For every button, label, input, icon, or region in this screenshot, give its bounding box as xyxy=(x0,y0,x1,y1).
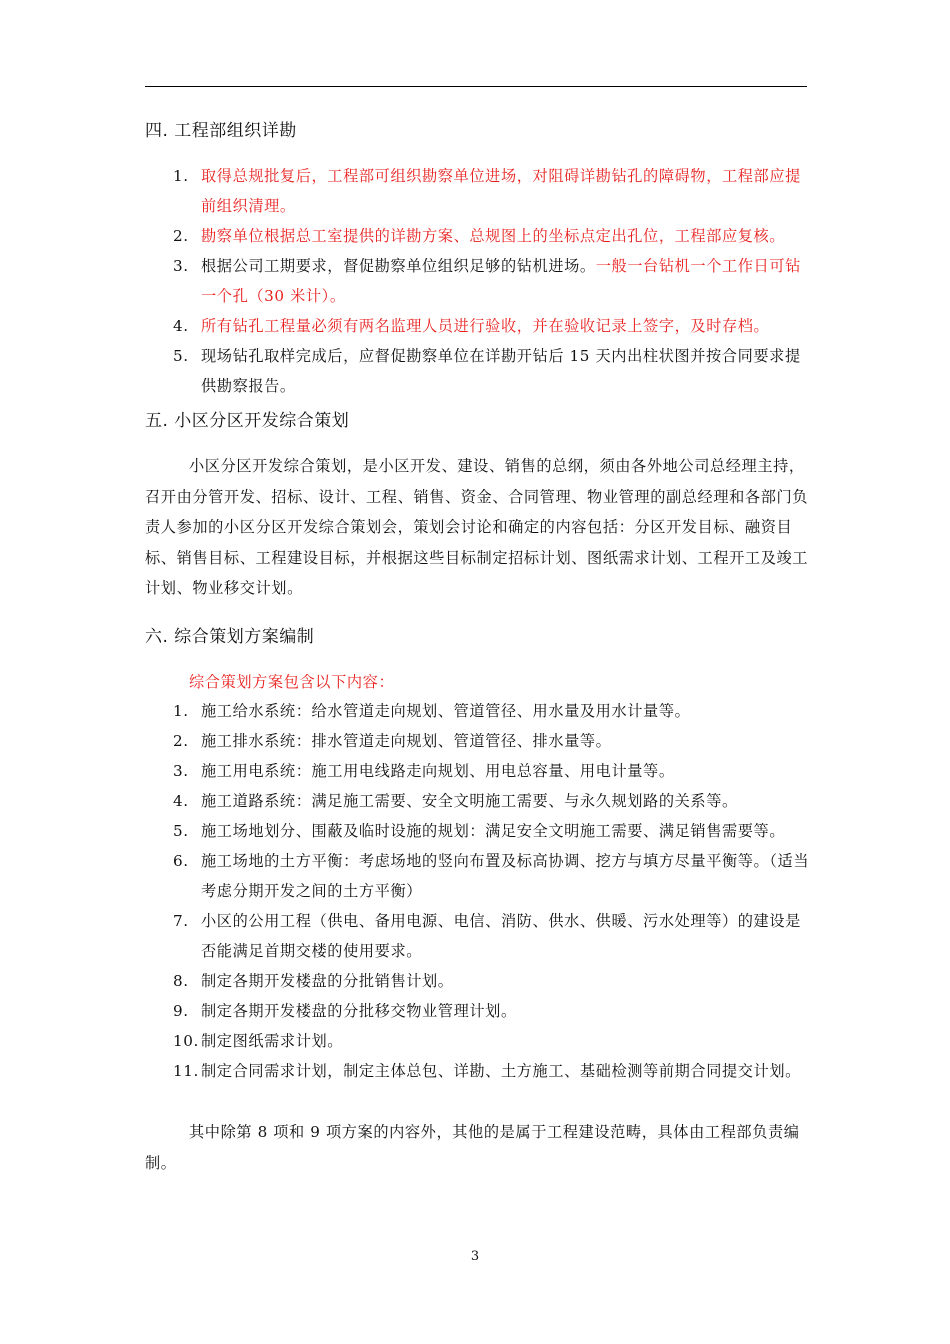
item-number: 1. xyxy=(173,167,189,185)
item-text: 制定图纸需求计划。 xyxy=(201,1032,344,1050)
page-number: 3 xyxy=(470,1249,480,1264)
item-text: 施工道路系统：满足施工需要、安全文明施工需要、与永久规划路的关系等。 xyxy=(201,792,738,810)
item-number: 4. xyxy=(173,792,189,810)
list-item xyxy=(145,341,810,401)
list-item xyxy=(145,311,810,341)
item-text: 施工给水系统：给水管道走向规划、管道管径、用水量及用水计量等。 xyxy=(201,702,691,720)
list-item xyxy=(145,786,810,816)
list-item xyxy=(145,966,810,996)
section-6-heading: 六. 综合策划方案编制 xyxy=(145,627,315,647)
item-text: 制定各期开发楼盘的分批移交物业管理计划。 xyxy=(201,1002,517,1020)
list-item xyxy=(145,846,810,906)
section-4-heading: 四. 工程部组织详勘 xyxy=(145,121,297,141)
item-text: 制定合同需求计划，制定主体总包、详勘、土方施工、基础检测等前期合同提交计划。 xyxy=(201,1062,801,1080)
item-text: 制定各期开发楼盘的分批销售计划。 xyxy=(201,972,454,990)
header-rule xyxy=(145,86,807,87)
section-6-closing: 其中除第 8 项和 9 项方案的内容外，其他的是属于工程建设范畴，具体由工程部负责编制。 xyxy=(145,1123,800,1172)
section-5-paragraph: 小区分区开发综合策划，是小区开发、建设、销售的总纲，须由各外地公司总经理主持，召开由分管开发、招标、设计、工程、销售、资金、合同管理、物业管理的副总经理和各部门负责人参加的小区分区开发综合策划会，策划会讨论和确定的内容包括：分区开发目标、融资目标、销售目标、工程建设目标，并根据这些目标制定招标计划、图纸需求计划、工程开工及竣工计划、物业移交计划。 xyxy=(145,457,809,597)
item-number: 7. xyxy=(173,912,189,930)
item-number: 5. xyxy=(173,822,189,840)
list-item xyxy=(145,906,810,966)
item-number: 3. xyxy=(173,257,189,275)
item-number: 4. xyxy=(173,317,189,335)
item-number: 9. xyxy=(173,1002,189,1020)
list-item xyxy=(145,251,810,311)
item-number: 2. xyxy=(173,732,189,750)
list-item xyxy=(145,1026,810,1056)
item-number: 5. xyxy=(173,347,189,365)
item-number: 6. xyxy=(173,852,189,870)
item-text-highlight: 取得总规批复后，工程部可组织勘察单位进场，对阻碍详勘钻孔的障碍物，工程部应提前组织清理。 xyxy=(201,167,801,215)
list-item xyxy=(145,696,810,726)
section-4-list xyxy=(145,161,810,401)
item-number: 8. xyxy=(173,972,189,990)
item-number: 3. xyxy=(173,762,189,780)
list-item xyxy=(145,756,810,786)
item-text: 施工场地的土方平衡：考虑场地的竖向布置及标高协调、挖方与填方尽量平衡等。（适当考虑分期开发之间的土方平衡） xyxy=(201,852,810,900)
item-text: 施工用电系统：施工用电线路走向规划、用电总容量、用电计量等。 xyxy=(201,762,675,780)
list-item xyxy=(145,996,810,1026)
item-text: 小区的公用工程（供电、备用电源、电信、消防、供水、供暖、污水处理等）的建设是否能满足首期交楼的使用要求。 xyxy=(201,912,801,960)
item-number: 2. xyxy=(173,227,189,245)
item-text-highlight: 一般一台钻机一个工作日可钻一个孔（30 米计）。 xyxy=(201,257,801,305)
section-6-list xyxy=(145,696,810,1086)
item-text: 施工排水系统：排水管道走向规划、管道管径、排水量等。 xyxy=(201,732,612,750)
list-item xyxy=(145,221,810,251)
list-item xyxy=(145,726,810,756)
item-text-highlight: 勘察单位根据总工室提供的详勘方案、总规图上的坐标点定出孔位，工程部应复核。 xyxy=(201,227,786,245)
item-number: 1. xyxy=(173,702,189,720)
list-item xyxy=(145,161,810,221)
list-item xyxy=(145,1056,810,1086)
item-text: 施工场地划分、围蔽及临时设施的规划：满足安全文明施工需要、满足销售需要等。 xyxy=(201,822,786,840)
item-text: 根据公司工期要求，督促勘察单位组织足够的钻机进场。 xyxy=(201,257,596,275)
list-item xyxy=(145,816,810,846)
item-text: 现场钻孔取样完成后，应督促勘察单位在详勘开钻后 15 天内出柱状图并按合同要求提供勘察报告。 xyxy=(201,347,801,395)
item-number: 10. xyxy=(173,1032,199,1050)
item-text-highlight: 所有钻孔工程量必须有两名监理人员进行验收，并在验收记录上签字，及时存档。 xyxy=(201,317,770,335)
section-6-intro: 综合策划方案包含以下内容： xyxy=(189,673,395,691)
item-number: 11. xyxy=(173,1062,199,1080)
section-5-heading: 五. 小区分区开发综合策划 xyxy=(145,411,350,431)
